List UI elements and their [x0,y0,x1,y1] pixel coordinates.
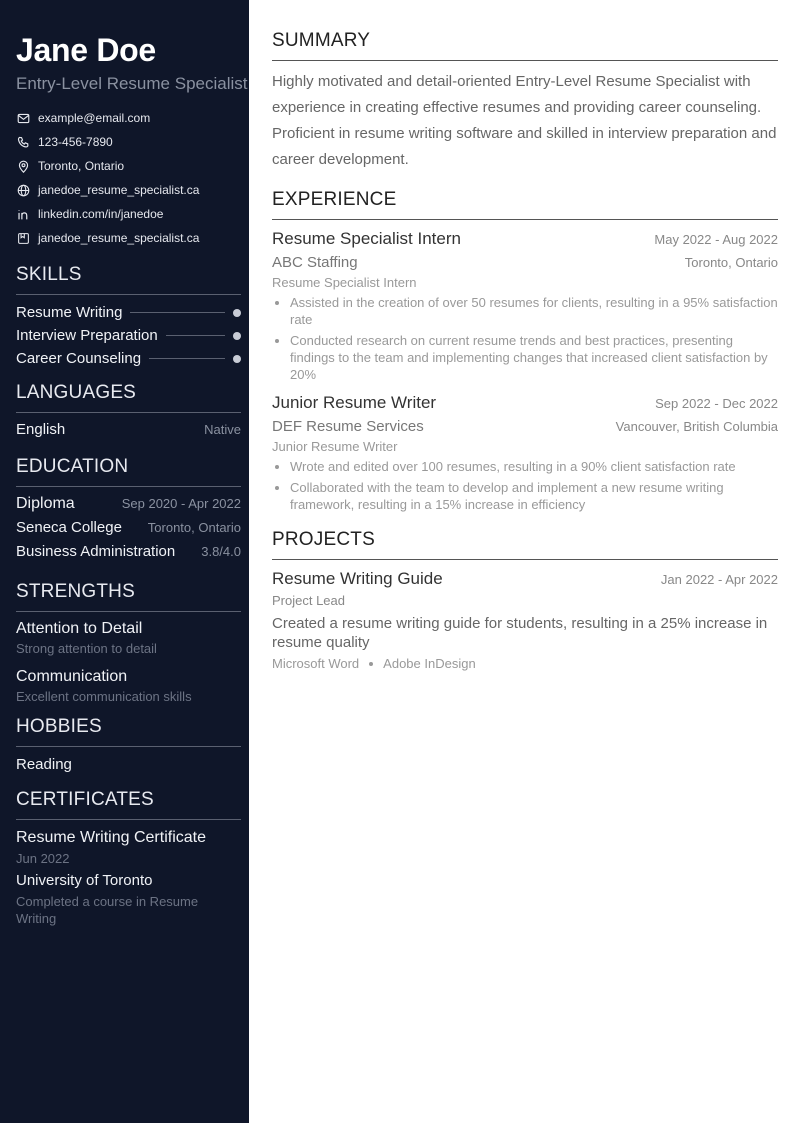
strength-desc: Strong attention to detail [16,641,157,656]
certificate-title: University of Toronto [16,872,153,889]
project-tool: Adobe InDesign [383,656,476,671]
mail-icon [16,111,30,125]
education-school: Seneca College [16,519,122,536]
project-role: Project Lead [272,593,345,608]
job-bullets [272,458,778,513]
education-degree: Diploma [16,495,75,512]
skill-line [166,335,225,336]
job-entry [272,393,778,513]
job-bullets [272,294,778,383]
strength-item [16,620,241,656]
experience-heading: EXPERIENCE [272,189,778,220]
project-entry [272,569,778,671]
job-bullet: • Assisted in the creation of over 50 resumes for clients, resulting in a 95% satisfaction rate [290,294,778,328]
hobbies-heading: HOBBIES [16,716,241,747]
skill-dot [233,309,241,317]
strength-title: Communication [16,668,128,685]
linkedin-icon [16,207,30,221]
contact-portfolio[interactable] [16,226,241,250]
strength-item [16,668,241,704]
contact-email-text: example@email.com [38,111,151,125]
contact-list [16,106,241,250]
skill-line [130,312,225,313]
education-heading: EDUCATION [16,456,241,487]
project-desc: Created a resume writing guide for students, resulting in a 25% increase in resume quality [272,615,768,651]
project-tools [272,656,778,671]
contact-website[interactable] [16,178,241,202]
job-title: Resume Specialist Intern [272,229,461,248]
portfolio-icon [16,231,30,245]
certificate-item [16,872,241,927]
skill-line [149,358,225,359]
skill-label: Resume Writing [16,304,123,321]
skill-item [16,301,241,324]
education-location: Toronto, Ontario [147,520,241,535]
location-pin-icon [16,159,30,173]
project-dates: Jan 2022 - Apr 2022 [660,572,778,587]
contact-phone-text: 123-456-7890 [38,135,113,149]
certificates-heading: CERTIFICATES [16,789,241,820]
job-bullet: • Conducted research on current resume trends and best practices, presenting findings to the team and implementing changes that increased client satisfaction by 20% [290,332,778,383]
job-role: Junior Resume Writer [272,439,398,454]
contact-email[interactable] [16,106,241,130]
skill-label: Career Counseling [16,350,142,367]
candidate-role: Entry-Level Resume Specialist [16,74,248,93]
language-name: English [16,421,66,438]
skill-item [16,347,241,370]
certificate-title: Resume Writing Certificate [16,829,206,846]
globe-icon [16,183,30,197]
summary-heading: SUMMARY [272,30,778,61]
strengths-heading: STRENGTHS [16,581,241,612]
project-tool: Microsoft Word [272,656,360,671]
contact-phone[interactable] [16,130,241,154]
certificate-sub: Jun 2022 [16,851,70,866]
hobby-item: Reading [16,756,72,773]
sidebar [0,0,249,1123]
job-company: ABC Staffing [272,254,358,271]
projects-heading: PROJECTS [272,529,778,560]
contact-linkedin-text: linkedin.com/in/janedoe [38,207,164,221]
languages-heading: LANGUAGES [16,382,241,413]
contact-location-text: Toronto, Ontario [38,159,125,173]
contact-location [16,154,241,178]
job-location: Vancouver, British Columbia [615,419,778,434]
job-bullet: • Wrote and edited over 100 resumes, resulting in a 90% client satisfaction rate [290,458,778,475]
education-gpa: 3.8/4.0 [201,544,241,559]
strength-desc: Excellent communication skills [16,689,192,704]
contact-linkedin[interactable] [16,202,241,226]
job-location: Toronto, Ontario [684,255,778,270]
certificate-sub: Completed a course in Resume Writing [16,894,199,926]
job-dates: Sep 2022 - Dec 2022 [655,396,778,411]
job-entry [272,229,778,383]
job-role: Resume Specialist Intern [272,275,417,290]
skill-label: Interview Preparation [16,327,158,344]
job-bullet: • Collaborated with the team to develop and implement a new resume writing framework, resulting in a 15% increase in efficiency [290,479,778,513]
job-title: Junior Resume Writer [272,393,437,412]
job-company: DEF Resume Services [272,418,424,435]
education-field: Business Administration [16,543,176,560]
skills-list [16,301,241,370]
skills-heading: SKILLS [16,264,241,295]
skill-item [16,324,241,347]
phone-icon [16,135,30,149]
main-content [272,30,778,671]
skill-dot [233,355,241,363]
tool-separator-dot [369,662,373,666]
summary-text: Highly motivated and detail-oriented Entry-Level Resume Specialist with experience in creating effective resumes and providing career counseling. Proficient in resume writing software and skilled in interview preparation and career development. [272,73,777,168]
skill-dot [233,332,241,340]
language-item [16,421,241,438]
contact-website-text: janedoe_resume_specialist.ca [38,183,200,197]
job-dates: May 2022 - Aug 2022 [654,232,778,247]
education-entry [16,495,241,565]
language-level: Native [204,422,241,437]
certificate-item [16,829,241,866]
candidate-name: Jane Doe [16,32,156,68]
education-dates: Sep 2020 - Apr 2022 [121,496,241,511]
project-title: Resume Writing Guide [272,569,443,588]
strength-title: Attention to Detail [16,620,143,637]
contact-portfolio-text: janedoe_resume_specialist.ca [38,231,200,245]
